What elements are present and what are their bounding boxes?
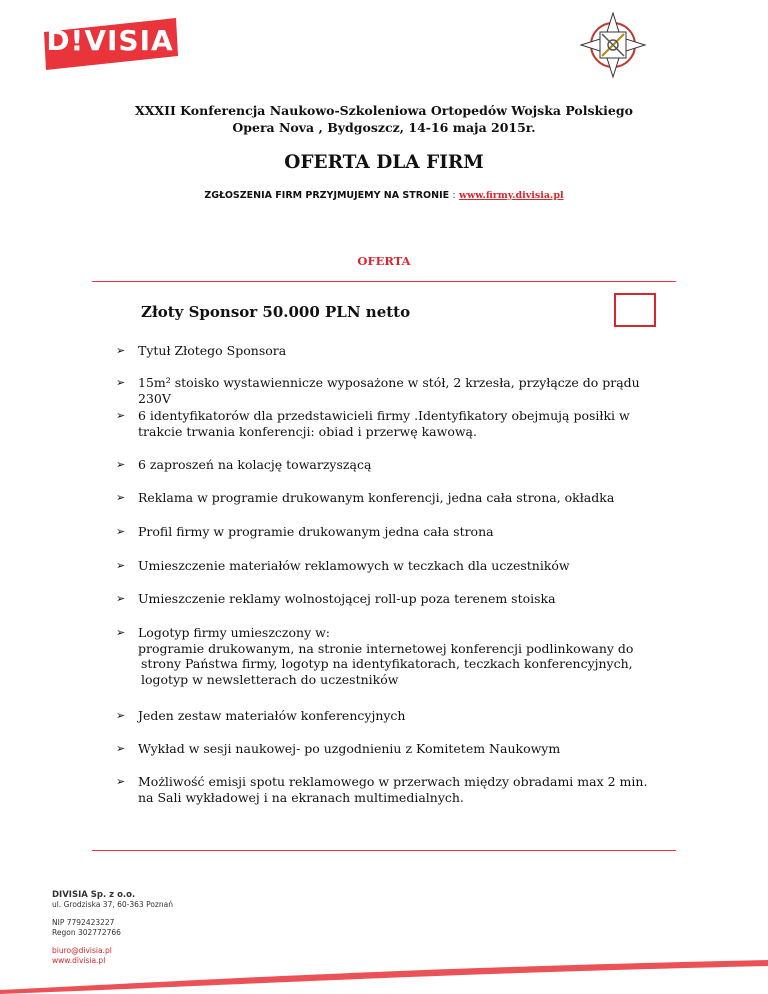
list-item: ➢ Możliwość emisji spotu reklamowego w przerwach między obradami max 2 min. na Sali wykładowej i na ekranach multimedialnych. bbox=[116, 774, 648, 805]
list-item: ➢ Wykład w sesji naukowej- po uzgodnieniu z Komitetem Naukowym bbox=[116, 741, 561, 756]
arrow-bullet-icon: ➢ bbox=[116, 458, 126, 471]
list-item: ➢ Tytuł Złotego Sponsora bbox=[116, 343, 287, 358]
registration-link[interactable]: www.firmy.divisia.pl bbox=[458, 190, 564, 201]
military-cross-emblem-icon bbox=[578, 10, 648, 80]
list-item: ➢ Logotyp firmy umieszczony w: programie drukowanym, na stronie internetowej konferencji podlinkowany do strony Państwa firmy, logotyp na identyfikatorach, teczkach konferencyjnych, logotyp w newsletterach do uczestników bbox=[116, 625, 634, 687]
sponsor-checkbox[interactable] bbox=[614, 293, 656, 327]
footer bbox=[52, 890, 173, 966]
list-item: ➢ 15m² stoisko wystawiennicze wyposażone w stół, 2 krzesła, przyłącze do prądu 230V bbox=[116, 375, 640, 406]
conference-venue: Opera Nova , Bydgoszcz, 14-16 maja 2015r. bbox=[232, 120, 536, 135]
offer-title: OFERTA DLA FIRM bbox=[284, 152, 484, 173]
arrow-bullet-icon: ➢ bbox=[116, 592, 126, 605]
sponsor-title: Złoty Sponsor 50.000 PLN netto bbox=[141, 303, 411, 321]
conference-title: XXXII Konferencja Naukowo-Szkoleniowa Ortopedów Wojska Polskiego bbox=[135, 103, 633, 118]
arrow-bullet-icon: ➢ bbox=[116, 525, 126, 538]
list-item: ➢ Reklama w programie drukowanym konferencji, jedna cała strona, okładka bbox=[116, 490, 615, 505]
footer-company: DIVISIA Sp. z o.o. bbox=[52, 890, 136, 900]
arrow-bullet-icon: ➢ bbox=[116, 626, 126, 639]
footer-email[interactable]: biuro@divisia.pl bbox=[52, 946, 112, 955]
list-item: ➢ Umieszczenie reklamy wolnostojącej roll-up poza terenem stoiska bbox=[116, 591, 556, 606]
arrow-bullet-icon: ➢ bbox=[116, 344, 126, 357]
registration-separator: : bbox=[452, 190, 456, 201]
arrow-bullet-icon: ➢ bbox=[116, 775, 126, 788]
footer-nip: NIP 7792423227 bbox=[52, 918, 115, 927]
arrow-bullet-icon: ➢ bbox=[116, 491, 126, 504]
arrow-bullet-icon: ➢ bbox=[116, 376, 126, 389]
logo-text: D!VISIA bbox=[46, 24, 174, 57]
list-item: ➢ 6 identyfikatorów dla przedstawicieli firmy .Identyfikatory obejmują posiłki w trakcie trwania konferencji: obiad i przerwę kawową. bbox=[116, 408, 630, 439]
footer-regon: Regon 302772766 bbox=[52, 928, 121, 937]
arrow-bullet-icon: ➢ bbox=[116, 409, 126, 422]
bottom-divider bbox=[92, 850, 676, 851]
footer-website[interactable]: www.divisia.pl bbox=[52, 956, 106, 965]
arrow-bullet-icon: ➢ bbox=[116, 709, 126, 722]
list-item: ➢ Umieszczenie materiałów reklamowych w teczkach dla uczestników bbox=[116, 558, 570, 573]
registration-line bbox=[0, 190, 768, 201]
list-item: ➢ 6 zaproszeń na kolację towarzyszącą bbox=[116, 457, 372, 472]
arrow-bullet-icon: ➢ bbox=[116, 742, 126, 755]
divisia-logo bbox=[40, 18, 180, 70]
section-label: OFERTA bbox=[357, 254, 411, 268]
arrow-bullet-icon: ➢ bbox=[116, 559, 126, 572]
list-item: ➢ Profil firmy w programie drukowanym jedna cała strona bbox=[116, 524, 494, 539]
list-item: ➢ Jeden zestaw materiałów konferencyjnych bbox=[116, 708, 406, 723]
footer-address: ul. Grodziska 37, 60-363 Poznań bbox=[52, 900, 173, 909]
top-divider bbox=[92, 281, 676, 282]
registration-text: ZGŁOSZENIA FIRM PRZYJMUJEMY NA STRONIE bbox=[204, 190, 450, 201]
decorative-swoosh bbox=[0, 960, 768, 994]
